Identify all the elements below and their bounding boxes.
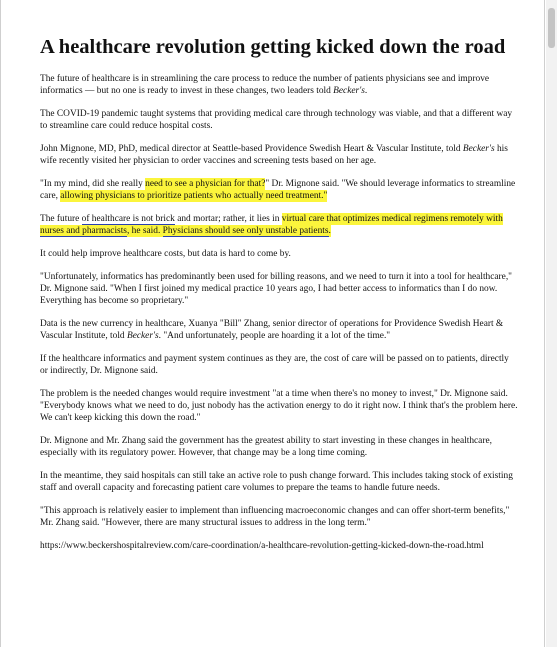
- article-title: A healthcare revolution getting kicked down the road: [40, 36, 506, 58]
- article-body: [40, 35, 518, 563]
- source-name: Becker's: [462, 144, 495, 154]
- highlight-prioritize-patients: allowing physicians to prioritize patients who actually need treatment.": [60, 191, 328, 201]
- paragraph-3-text: John Mignone, MD, PhD, medical director at Seattle-based Providence Swedish Heart & Vascular Institute, told: [40, 144, 463, 154]
- paragraph-3: [40, 143, 518, 167]
- highlight-he-said: , he said.: [126, 226, 163, 236]
- paragraph-3-end: his wife recently visited her physician to order vaccines and screening tests based on her age.: [40, 144, 508, 166]
- source-name: Becker's: [126, 331, 159, 341]
- paragraph-8-end: . "And unfortunately, people are hoarding it a lot of the time.": [158, 331, 391, 341]
- source-url[interactable]: https://www.beckershospitalreview.com/care-coordination/a-healthcare-revolution-getting-kicked-down-the-road.html: [40, 541, 484, 551]
- paragraph-8: [40, 318, 518, 342]
- underline-unstable-patients: Physicians should see only unstable patients: [162, 226, 329, 236]
- paragraph-4-middle: " Dr. Mignone said. "We should leverage informatics to streamline care,: [40, 179, 516, 201]
- paragraph-5-text: The future: [40, 214, 82, 224]
- paragraph-1: [40, 73, 518, 97]
- source-name: Becker's: [333, 86, 365, 96]
- paragraph-7: "Unfortunately, informatics has predominantly been used for billing reasons, and we need to turn it into a tool for healthcare," Dr. Mignone said. "When I first joined my medical practice 10 years ago, I had better access to informatics than I do now. Everything has become so proprietary.": [40, 272, 513, 306]
- paragraph-6: It could help improve healthcare costs, but data is hard to come by.: [40, 249, 291, 259]
- paragraph-10: The problem is the needed changes would require investment "at a time when there's no money to invest," Dr. Mignone said. "Everybody knows what we need to do, just nobody has the activation energy to do it right now. I think that's the problem here. We can't keep kicking this down the road.": [40, 389, 518, 423]
- paragraph-12: In the meantime, they said hospitals can still take an active role to push change forward. This includes taking stock of existing staff and overall capacity and forecasting patient care volumes to prepare the teams to handle future needs.: [40, 471, 513, 493]
- paragraph-11: Dr. Mignone and Mr. Zhang said the government has the greatest ability to start investing in these changes in healthcare, especially with its regulatory power. However, that change may be a long time coming.: [40, 436, 492, 458]
- underline-brick-mortar: of healthcare is not brick: [81, 214, 175, 224]
- highlight-virtual-care-text: virtual care that optimizes medical regimens remotely with: [281, 214, 503, 224]
- paragraph-4-text: "In my mind, did she really: [40, 179, 146, 189]
- paragraph-4: [40, 178, 518, 202]
- paragraph-5: [40, 213, 518, 237]
- paragraph-1-end: .: [364, 86, 368, 96]
- paragraph-1-text: The future of healthcare is in streamlining the care process to reduce the number of patients physicians see and improve informatics — but no one is ready to invest in these changes, two leaders told: [40, 74, 490, 96]
- paragraph-5-middle: and mortar; rather, it lies in: [174, 214, 282, 224]
- scrollbar-thumb[interactable]: [548, 8, 555, 48]
- highlight-period: .: [328, 226, 331, 236]
- underline-nurses-pharmacists: nurses and pharmacists: [40, 226, 127, 236]
- paragraph-13: "This approach is relatively easier to implement than influencing macroeconomic changes and can offer short-term benefits," Mr. Zhang said. "However, there are many structural issues to address in the long term.": [40, 506, 510, 528]
- paragraph-2: The COVID-19 pandemic taught systems that providing medical care through technology was viable, and that a different way to streamline care could reduce hospital costs.: [40, 109, 513, 131]
- paragraph-9: If the healthcare informatics and payment system continues as they are, the cost of care will be passed on to patients, directly or indirectly, Dr. Mignone said.: [40, 354, 509, 376]
- highlight-unstable-patients: [163, 225, 331, 237]
- highlight-need-physician: need to see a physician for that?: [145, 179, 266, 189]
- vertical-scrollbar[interactable]: [546, 0, 557, 647]
- paragraph-8-text: Data is the new currency in healthcare, Xuanya "Bill" Zhang, senior director of operations for Providence Swedish Heart & Vascular Institute, told: [40, 319, 504, 341]
